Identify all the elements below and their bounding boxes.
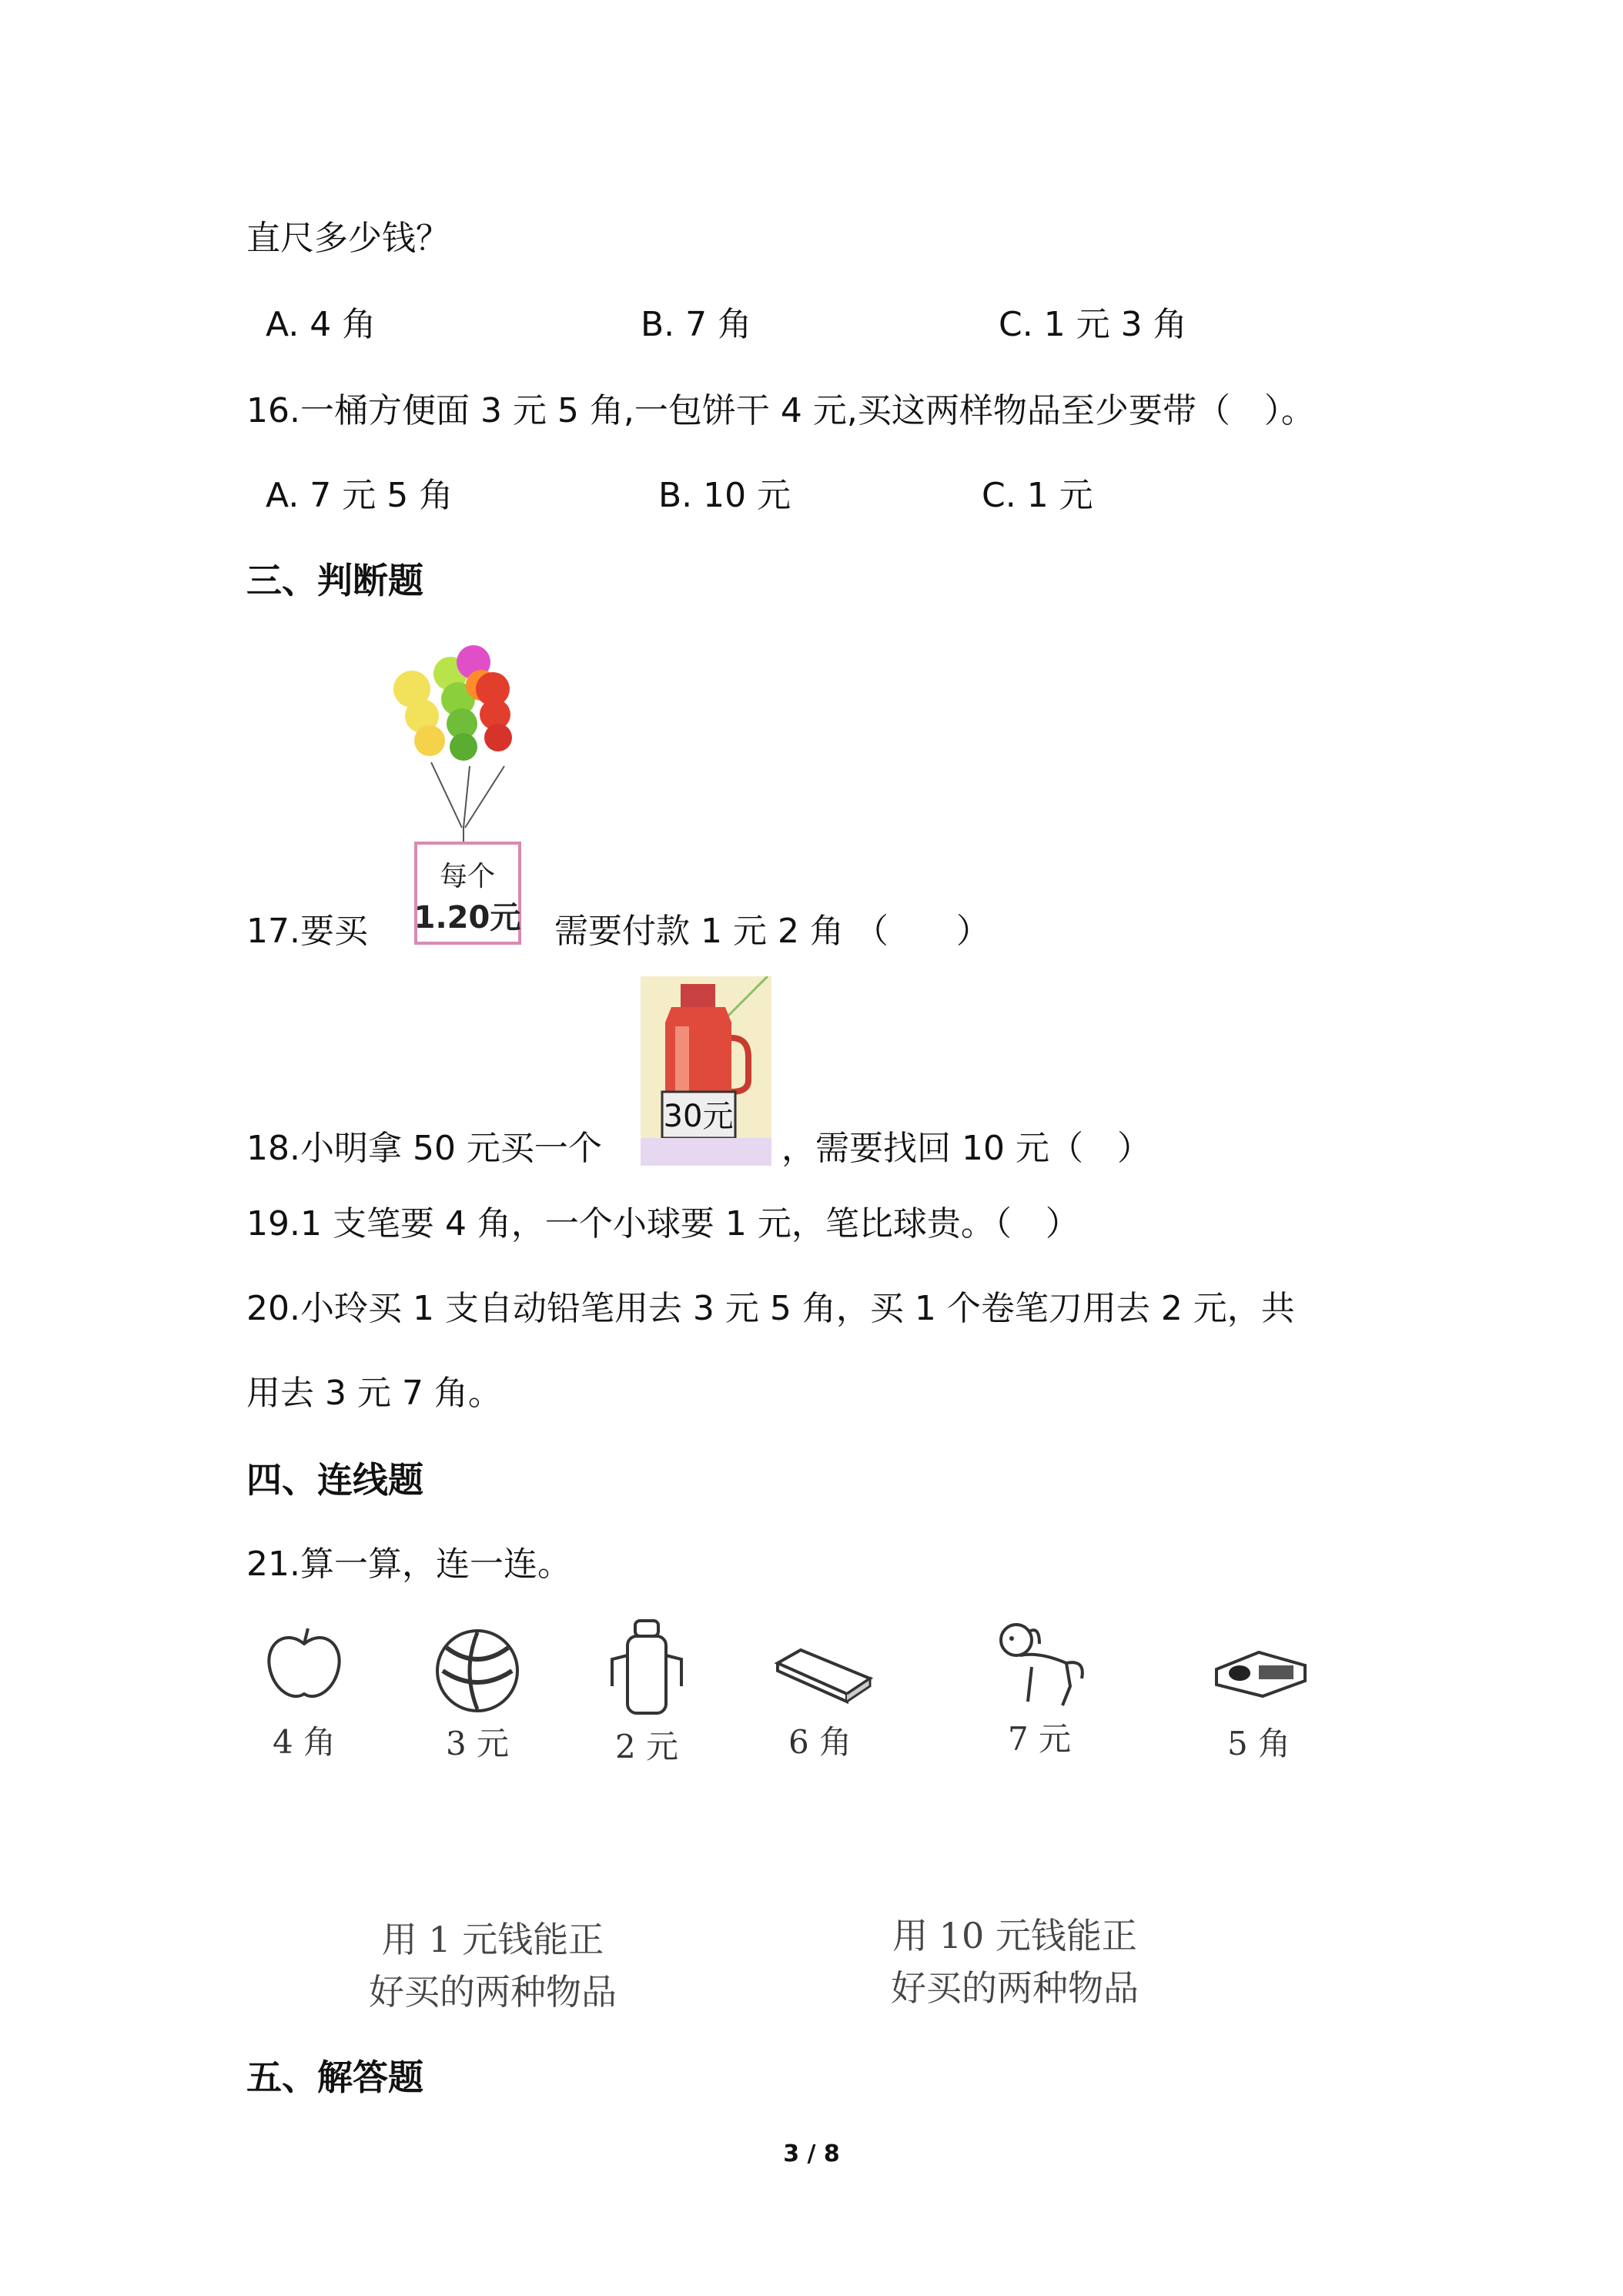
thermos-icon	[641, 976, 771, 1166]
eraser-price: 6 角	[788, 1723, 852, 1761]
ball-price: 3 元	[445, 1725, 510, 1762]
balloons-image	[385, 631, 554, 955]
cup-price: 2 元	[614, 1728, 679, 1766]
toy-dog-icon	[986, 1617, 1093, 1713]
ball-icon	[431, 1625, 524, 1717]
thermos-image	[641, 976, 771, 1166]
target-box-1[interactable]	[362, 1913, 624, 2018]
sharpener-price: 5 角	[1226, 1725, 1291, 1762]
q15-option-c: C. 1 元 3 角	[999, 305, 1187, 344]
cup-item	[608, 1617, 685, 1717]
cup-icon	[608, 1617, 685, 1717]
apple-item	[262, 1621, 346, 1705]
sharpener-icon	[1213, 1646, 1309, 1700]
q16-option-a: A. 7 元 5 角	[266, 476, 453, 515]
q15-option-b: B. 7 角	[641, 305, 752, 344]
q17-prefix: 17.要买	[246, 912, 368, 951]
apple-icon	[262, 1621, 346, 1705]
q18-suffix: ，需要找回 10 元（ ）	[781, 1129, 1151, 1168]
target-box-1-line-1: 用 1 元钱能正	[381, 1919, 604, 1960]
q20-line-1: 20.小玲买 1 支自动铅笔用去 3 元 5 角，买 1 个卷笔刀用去 2 元，共	[246, 1289, 1295, 1328]
q19-question: 19.1 支笔要 4 角，一个小球要 1 元，笔比球贵。（ ）	[246, 1204, 1079, 1243]
q15-option-a: A. 4 角	[266, 305, 376, 344]
target-box-1-line-2: 好买的两种物品	[369, 1971, 617, 2013]
target-box-2[interactable]	[884, 1909, 1146, 2014]
q20-line-2: 用去 3 元 7 角。	[246, 1374, 502, 1413]
target-box-2-line-1: 用 10 元钱能正	[892, 1915, 1137, 1956]
q16-question: 16.一桶方便面 3 元 5 角,一包饼干 4 元,买这两样物品至少要带（ ）。	[246, 391, 1315, 430]
toy-dog-price: 7 元	[1007, 1720, 1072, 1758]
section-3-heading: 三、判断题	[246, 560, 423, 601]
section-4-heading: 四、连线题	[246, 1459, 423, 1501]
sign-line-2: 1.20元	[413, 900, 521, 935]
sharpener-item	[1213, 1646, 1309, 1700]
eraser-item	[774, 1644, 874, 1705]
q16-option-c: C. 1 元	[982, 476, 1093, 515]
q15-question-tail: 直尺多少钱？	[246, 219, 450, 258]
target-box-2-line-2: 好买的两种物品	[891, 1967, 1139, 2009]
thermos-price: 30元	[663, 1099, 734, 1134]
q17-suffix: 需要付款 1 元 2 角 （ ）	[554, 912, 990, 951]
ball-item	[431, 1625, 524, 1717]
apple-price: 4 角	[272, 1723, 336, 1761]
eraser-icon	[774, 1644, 874, 1705]
q21-question: 21.算一算，连一连。	[246, 1545, 571, 1584]
section-5-heading: 五、解答题	[246, 2057, 423, 2098]
q16-option-b: B. 10 元	[658, 476, 791, 515]
balloons-icon	[385, 631, 554, 955]
q18-prefix: 18.小明拿 50 元买一个	[246, 1129, 602, 1168]
toy-dog-item	[986, 1617, 1093, 1713]
page-number: 3 / 8	[783, 2140, 840, 2167]
sign-line-1: 每个	[439, 861, 496, 892]
